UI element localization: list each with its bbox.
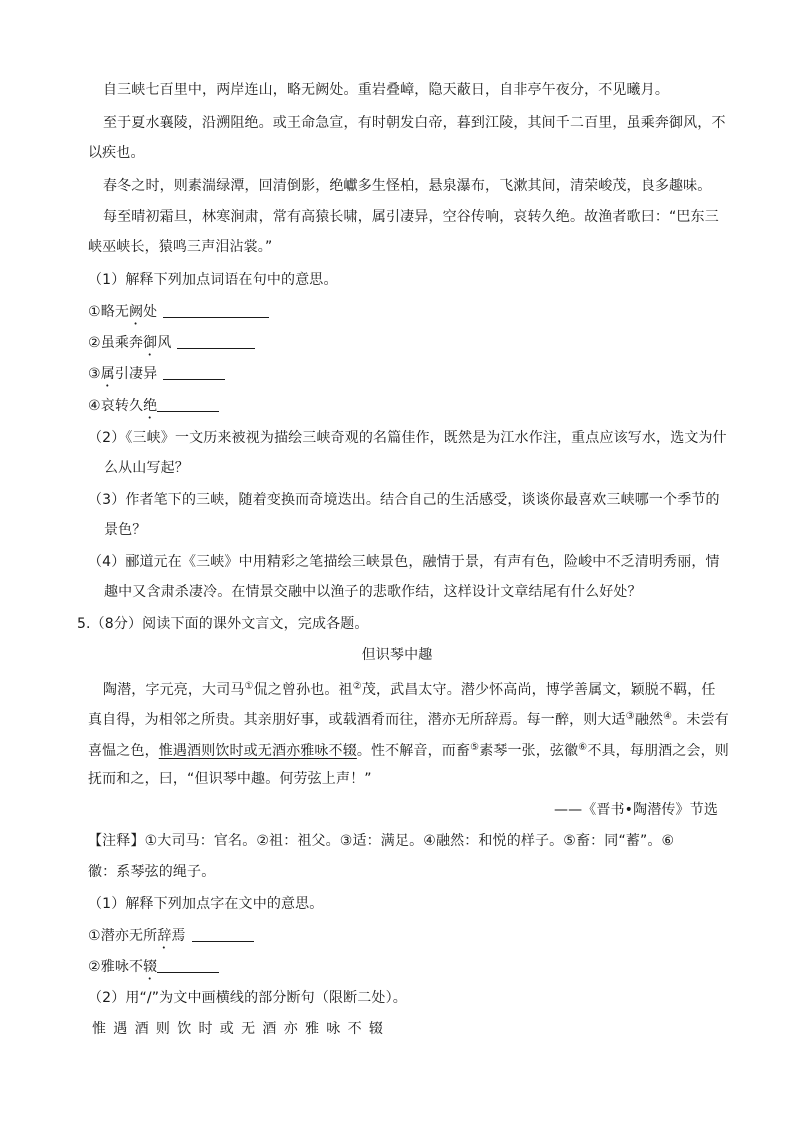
note-marker: ④ [663, 711, 673, 722]
answer-blank[interactable] [157, 958, 219, 973]
question-5-1-item-1: ①潜亦无所辞焉 [88, 926, 720, 952]
dotted-char: 阙 [129, 304, 144, 320]
answer-blank[interactable] [163, 365, 225, 380]
answer-blank[interactable] [163, 303, 269, 318]
question-5-2-stem: （2）用“/”为文中画横线的部分断句（限断二处）。 [88, 990, 407, 1006]
answer-blank[interactable] [157, 397, 219, 412]
passage-2-source: ——《晋书•陶潜传》节选 [553, 802, 718, 818]
dotted-char: 辞 [157, 928, 172, 944]
dotted-char: 绝 [143, 398, 158, 414]
question-1-item-4: ④哀转久绝 [88, 396, 720, 422]
answer-blank[interactable] [192, 927, 254, 942]
passage-paragraph-1: 自三峡七百里中，两岸连山，略无阙处。重岩叠嶂，隐天蔽日，自非亭午夜分，不见曦月。 [103, 82, 669, 98]
passage-2-line1: 陶潜，字元亮，大司马①侃之曾孙也。祖②茂，武昌太守。潜少怀高尚，博学善属文，颖脱不羁，任 [103, 681, 716, 698]
question-4-line2: 趣中又含肃杀凄冷。在情景交融中以渔子的悲歌作结，这样设计文章结尾有什么好处？ [104, 584, 642, 600]
passage-paragraph-3: 春冬之时，则素湍绿潭，回清倒影，绝巘多生怪柏，悬泉瀑布，飞漱其间，清荣峻茂，良多趣味。 [103, 178, 712, 194]
question-2-line2: 么从山写起？ [104, 460, 189, 476]
passage-paragraph-2-line1: 至于夏水襄陵，沿溯阻绝。或王命急宣，有时朝发白帝，暮到江陵，其间千二百里，虽乘奔御风，不 [103, 115, 726, 131]
dotted-char: 辍 [143, 959, 158, 975]
answer-blank[interactable] [177, 334, 255, 349]
note-marker: ⑥ [578, 742, 588, 753]
question-1-item-1: ①略无阙处 [88, 302, 720, 328]
passage-2-line2: 真自得，为相邻之所贵。其亲朋好事，或载酒肴而往，潜亦无所辞焉。每一醉，则大适③融然④。未尝有 [88, 711, 729, 728]
question-2-line1: （2）《三峡》一文历来被视为描绘三峡奇观的名篇佳作，既然是为江水作注，重点应该写水，选文为什 [88, 430, 727, 446]
question-3-line2: 景色？ [104, 522, 147, 538]
question-1-item-3: ③属引凄异 [88, 364, 720, 390]
passage-paragraph-4-line2: 峡巫峡长，猿鸣三声泪沾裳。” [88, 239, 273, 255]
note-marker: ② [352, 681, 362, 692]
passage-paragraph-2-line2: 以疾也。 [88, 145, 145, 161]
passage-2-line4: 抚而和之，曰，“但识琴中趣。何劳弦上声！” [88, 771, 372, 787]
section-5-title: 但识琴中趣 [361, 647, 433, 663]
question-1-item-2: ②虽乘奔御风 [88, 333, 720, 359]
passage-paragraph-4-line1: 每至晴初霜旦，林寒涧肃，常有高猿长啸，属引凄异，空谷传响，哀转久绝。故渔者歌曰：“巴东三 [103, 209, 719, 225]
notes-line2: 徽：系琴弦的绳子。 [88, 864, 216, 880]
question-5-1-stem: （1）解释下列加点字在文中的意思。 [88, 896, 324, 912]
notes-line1: 【注释】①大司马：官名。②祖：祖父。③适：满足。④融然：和悦的样子。⑤畜：同“蓄”。⑥ [88, 833, 675, 849]
note-marker: ① [244, 681, 254, 692]
dotted-char: 御 [143, 335, 158, 351]
question-4-line1: （4）郦道元在《三峡》中用精彩之笔描绘三峡景色，融情于景，有声有色，险峻中不乏清明秀丽，情 [88, 554, 720, 570]
note-marker: ⑤ [470, 742, 480, 753]
section-5-heading: 5.（8分）阅读下面的课外文言文，完成各题。 [77, 616, 369, 632]
sentence-to-punctuate[interactable]: 惟遇酒则饮时或无酒亦雅咏不辍 [92, 1021, 391, 1037]
passage-2-line3: 喜愠之色，惟遇酒则饮时或无酒亦雅咏不辍。性不解音，而畜⑤素琴一张，弦徽⑥不具，每朋酒之会，则 [88, 742, 729, 759]
dotted-char: 属 [100, 366, 115, 382]
question-1-stem: （1）解释下列加点词语在句中的意思。 [88, 272, 338, 288]
note-marker: ③ [625, 711, 635, 722]
underlined-phrase: 惟遇酒则饮时或无酒亦雅咏不辍 [158, 743, 357, 759]
question-3-line1: （3）作者笔下的三峡，随着变换而奇境迭出。结合自己的生活感受，谈谈你最喜欢三峡哪一个季节的 [88, 492, 720, 508]
question-5-1-item-2: ②雅咏不辍 [88, 957, 720, 983]
